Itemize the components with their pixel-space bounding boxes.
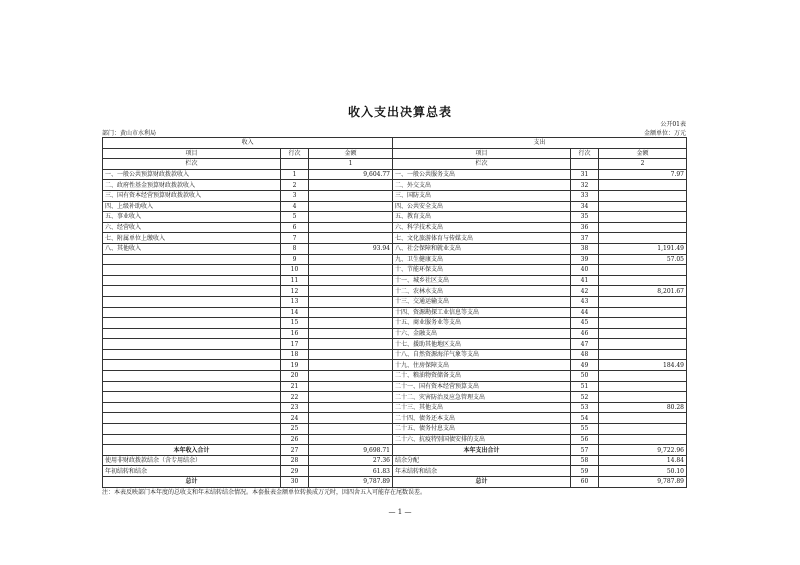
expense-row-cell: 59 [571,466,599,477]
expense-row-cell: 36 [571,222,599,233]
expense-col-index: 2 [599,159,687,170]
table-row [103,413,687,424]
expense-amount-cell: 14.84 [599,455,687,466]
footnote: 注：本表反映部门本年度的总收支和年末结转结余情况。本套报表金额单位转换成万元时，因四舍五入可能存在尾数误差。 [102,489,427,496]
income-amount-cell [309,286,393,297]
expense-item-cell: 二十四、债务还本支出 [393,413,571,424]
expense-item-cell: 二、外交支出 [393,180,571,191]
expense-amount-cell [599,265,687,276]
income-row-cell: 10 [281,265,309,276]
expense-item-cell: 六、科学技术支出 [393,222,571,233]
expense-item-cell: 二十、粮油物资储备支出 [393,371,571,382]
income-amount-cell [309,318,393,329]
table-row [103,286,687,297]
income-item-header: 项目 [103,148,281,159]
income-row-cell: 26 [281,434,309,445]
income-item-cell [103,339,281,350]
expense-row-cell: 39 [571,254,599,265]
income-item-cell [103,296,281,307]
expense-amount-cell [599,275,687,286]
expense-amount-cell: 8,201.67 [599,286,687,297]
income-row-cell: 28 [281,455,309,466]
income-amount-cell [309,413,393,424]
expense-rowno-blank [571,159,599,170]
table-row [103,349,687,360]
meta-row [102,128,686,137]
income-item-cell [103,360,281,371]
income-amount-cell [309,360,393,371]
table-row [103,296,687,307]
table-row [103,392,687,403]
income-row-cell: 18 [281,349,309,360]
income-amount-cell [309,222,393,233]
expense-amount-cell [599,434,687,445]
income-amount-cell [309,339,393,350]
income-amount-cell [309,180,393,191]
page-number: — 1 — [388,508,412,516]
expense-item-cell: 九、卫生健康支出 [393,254,571,265]
table-row [103,243,687,254]
expense-amount-cell [599,307,687,318]
income-item-cell [103,318,281,329]
income-row-cell: 13 [281,296,309,307]
table-body [103,138,687,488]
expense-amount-cell [599,180,687,191]
expense-item-cell: 结余分配 [393,455,571,466]
expense-row-cell: 50 [571,371,599,382]
expense-amount-cell: 80.28 [599,402,687,413]
expense-amount-cell [599,381,687,392]
income-row-cell: 24 [281,413,309,424]
header-row-section [103,138,687,149]
expense-amount-cell [599,424,687,435]
income-row-cell: 27 [281,445,309,456]
table-row [103,307,687,318]
table-row [103,275,687,286]
income-item-cell: 三、国有资本经营预算财政拨款收入 [103,190,281,201]
table-row [103,445,687,456]
expense-row-cell: 47 [571,339,599,350]
income-row-cell: 6 [281,222,309,233]
expense-row-cell: 54 [571,413,599,424]
expense-item-cell: 二十五、债务付息支出 [393,424,571,435]
income-item-cell [103,275,281,286]
expense-item-cell: 十四、资源勘探工业信息等支出 [393,307,571,318]
header-row-columns [103,148,687,159]
summary-table [102,137,687,488]
expense-item-cell: 四、公共安全支出 [393,201,571,212]
table-row [103,265,687,276]
expense-item-cell: 八、社会保障和就业支出 [393,243,571,254]
expense-row-cell: 33 [571,190,599,201]
table-row [103,360,687,371]
income-amount-cell [309,424,393,435]
expense-amount-cell [599,413,687,424]
income-item-cell [103,371,281,382]
table-row [103,169,687,180]
expense-header: 支出 [393,138,687,149]
income-item-cell: 二、政府性基金预算财政拨款收入 [103,180,281,191]
income-row-cell: 11 [281,275,309,286]
expense-item-cell: 十二、农林水支出 [393,286,571,297]
table-row [103,455,687,466]
income-item-cell: 七、附属单位上缴收入 [103,233,281,244]
income-row-cell: 5 [281,212,309,223]
department-label: 部门：黄山市水利局 [102,130,157,137]
expense-item-cell: 十八、自然资源海洋气象等支出 [393,349,571,360]
income-item-cell [103,392,281,403]
expense-amount-cell: 50.10 [599,466,687,477]
expense-row-cell: 60 [571,477,599,488]
income-row-cell: 16 [281,328,309,339]
income-amount-cell: 9,787.89 [309,477,393,488]
expense-item-cell: 本年支出合计 [393,445,571,456]
expense-amount-cell [599,296,687,307]
expense-item-cell: 五、教育支出 [393,212,571,223]
expense-item-header: 项目 [393,148,571,159]
income-item-cell: 一、一般公共预算财政拨款收入 [103,169,281,180]
income-item-cell: 年初结转和结余 [103,466,281,477]
expense-row-cell: 53 [571,402,599,413]
income-amount-cell [309,402,393,413]
expense-amount-header: 金额 [599,148,687,159]
expense-item-cell: 十、节能环保支出 [393,265,571,276]
income-amount-cell [309,434,393,445]
table-row [103,212,687,223]
income-amount-cell [309,328,393,339]
income-row-cell: 7 [281,233,309,244]
table-row [103,371,687,382]
expense-row-cell: 43 [571,296,599,307]
table-row [103,434,687,445]
expense-amount-cell [599,349,687,360]
income-row-cell: 2 [281,180,309,191]
expense-row-cell: 48 [571,349,599,360]
table-row [103,424,687,435]
expense-item-cell: 二十二、灾害防治及应急管理支出 [393,392,571,403]
expense-item-cell: 二十一、国有资本经营预算支出 [393,381,571,392]
income-amount-cell: 93.94 [309,243,393,254]
form-number: 公开01表 [660,121,686,128]
income-amount-cell [309,275,393,286]
income-amount-cell: 27.36 [309,455,393,466]
income-rowno-header: 行次 [281,148,309,159]
income-amount-cell [309,349,393,360]
table-row [103,466,687,477]
expense-row-cell: 46 [571,328,599,339]
expense-row-cell: 34 [571,201,599,212]
expense-amount-cell: 9,787.89 [599,477,687,488]
expense-item-cell: 十一、城乡社区支出 [393,275,571,286]
expense-item-cell: 总计 [393,477,571,488]
income-amount-cell [309,307,393,318]
expense-amount-cell: 57.05 [599,254,687,265]
expense-amount-cell [599,392,687,403]
income-row-cell: 25 [281,424,309,435]
income-rowno-blank [281,159,309,170]
expense-amount-cell: 7.97 [599,169,687,180]
expense-row-cell: 35 [571,212,599,223]
income-row-cell: 21 [281,381,309,392]
income-row-cell: 9 [281,254,309,265]
income-item-cell: 使用非财政拨款结余（含专用结余） [103,455,281,466]
table-row [103,477,687,488]
income-header: 收入 [103,138,393,149]
expense-row-cell: 57 [571,445,599,456]
income-item-cell [103,349,281,360]
income-item-cell [103,424,281,435]
expense-row-cell: 55 [571,424,599,435]
income-amount-cell [309,392,393,403]
income-item-cell: 六、经营收入 [103,222,281,233]
expense-row-cell: 52 [571,392,599,403]
income-item-cell [103,413,281,424]
table-row [103,254,687,265]
income-amount-cell: 9,698.71 [309,445,393,456]
income-amount-cell: 9,604.77 [309,169,393,180]
expense-item-cell: 二十六、抗疫特别国债安排的支出 [393,434,571,445]
table-row [103,339,687,350]
expense-item-cell: 十九、住房保障支出 [393,360,571,371]
income-amount-cell [309,381,393,392]
expense-item-cell: 一、一般公共服务支出 [393,169,571,180]
income-row-cell: 1 [281,169,309,180]
table-row [103,222,687,233]
expense-row-cell: 44 [571,307,599,318]
expense-row-cell: 40 [571,265,599,276]
table-row [103,233,687,244]
expense-amount-cell [599,190,687,201]
expense-row-cell: 31 [571,169,599,180]
expense-amount-cell [599,371,687,382]
expense-amount-cell [599,339,687,350]
expense-amount-cell [599,222,687,233]
expense-item-cell: 十六、金融支出 [393,328,571,339]
expense-rowno-header: 行次 [571,148,599,159]
table-row [103,318,687,329]
table-row [103,190,687,201]
table-row [103,328,687,339]
income-row-cell: 17 [281,339,309,350]
income-row-cell: 20 [281,371,309,382]
page-title: 收入支出决算总表 [347,105,452,119]
income-row-cell: 8 [281,243,309,254]
expense-row-cell: 49 [571,360,599,371]
income-col-index: 1 [309,159,393,170]
expense-amount-cell: 9,722.96 [599,445,687,456]
expense-amount-cell: 184.49 [599,360,687,371]
expense-item-cell: 七、文化旅游体育与传媒支出 [393,233,571,244]
expense-item-cell: 三、国防支出 [393,190,571,201]
income-item-cell: 八、其他收入 [103,243,281,254]
income-item-cell: 四、上级补助收入 [103,201,281,212]
income-item-cell [103,402,281,413]
income-item-cell [103,265,281,276]
income-row-cell: 23 [281,402,309,413]
expense-row-cell: 51 [571,381,599,392]
income-amount-cell: 61.83 [309,466,393,477]
income-item-cell: 五、事业收入 [103,212,281,223]
income-item-cell [103,434,281,445]
income-item-cell [103,286,281,297]
income-amount-cell [309,233,393,244]
income-row-cell: 30 [281,477,309,488]
expense-amount-cell: 1,191.49 [599,243,687,254]
table-row [103,381,687,392]
expense-item-cell: 年末结转和结余 [393,466,571,477]
table-row [103,201,687,212]
income-row-cell: 29 [281,466,309,477]
income-amount-cell [309,296,393,307]
income-item-cell: 总计 [103,477,281,488]
income-item-cell: 本年收入合计 [103,445,281,456]
income-amount-cell [309,212,393,223]
income-row-cell: 3 [281,190,309,201]
expense-item-cell: 二十三、其他支出 [393,402,571,413]
income-amount-cell [309,190,393,201]
income-item-cell [103,307,281,318]
income-row-cell: 15 [281,318,309,329]
income-item-cell [103,254,281,265]
income-amount-cell [309,201,393,212]
income-item-cell [103,381,281,392]
expense-amount-cell [599,233,687,244]
expense-amount-cell [599,201,687,212]
expense-item-cell: 十五、商业服务业等支出 [393,318,571,329]
income-amount-cell [309,371,393,382]
expense-row-cell: 45 [571,318,599,329]
income-amount-cell [309,265,393,276]
expense-amount-cell [599,318,687,329]
income-row-cell: 12 [281,286,309,297]
expense-row-cell: 42 [571,286,599,297]
income-row-cell: 22 [281,392,309,403]
expense-row-cell: 41 [571,275,599,286]
income-row-cell: 14 [281,307,309,318]
expense-row-cell: 32 [571,180,599,191]
expense-row-cell: 38 [571,243,599,254]
income-amount-cell [309,254,393,265]
table-row [103,180,687,191]
expense-amount-cell [599,328,687,339]
income-row-cell: 19 [281,360,309,371]
income-row-cell: 4 [281,201,309,212]
unit-label: 金额单位：万元 [643,130,686,137]
income-amount-header: 金额 [309,148,393,159]
expense-item-cell: 十三、交通运输支出 [393,296,571,307]
expense-row-cell: 37 [571,233,599,244]
expense-row-cell: 56 [571,434,599,445]
income-item-cell [103,328,281,339]
expense-row-cell: 58 [571,455,599,466]
income-column-label: 栏次 [103,159,281,170]
header-row-column-index [103,159,687,170]
expense-amount-cell [599,212,687,223]
expense-column-label: 栏次 [393,159,571,170]
expense-item-cell: 十七、援助其他地区支出 [393,339,571,350]
table-row [103,402,687,413]
